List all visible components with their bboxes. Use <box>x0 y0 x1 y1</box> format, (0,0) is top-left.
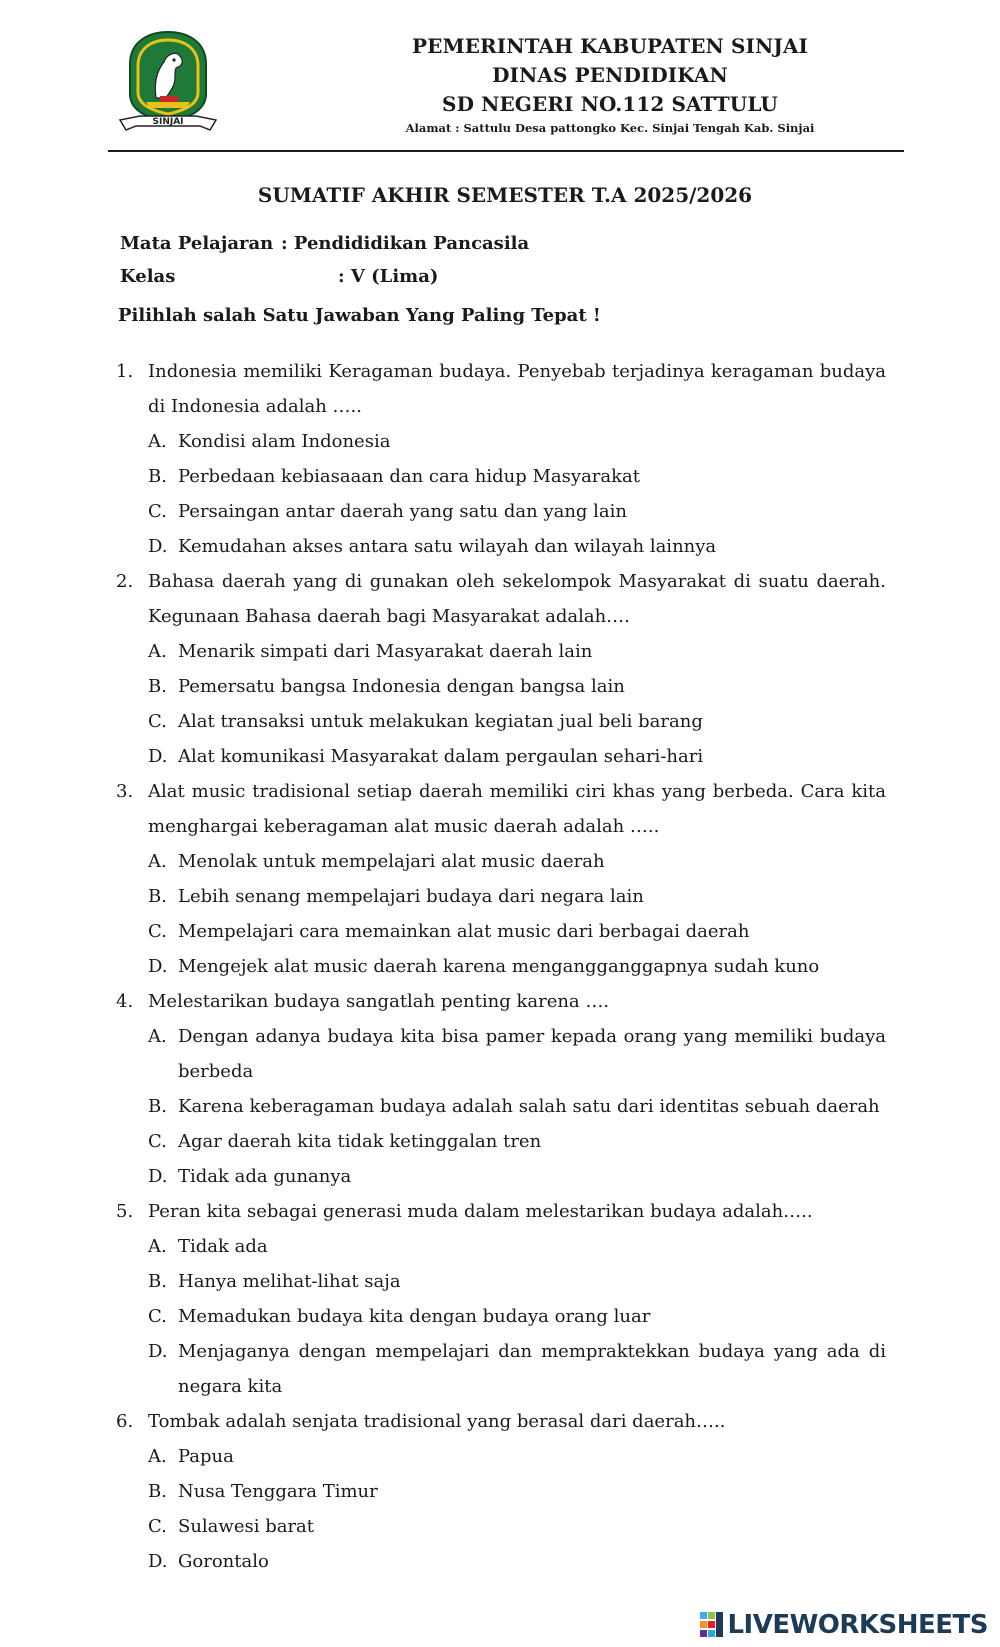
option-text: Agar daerah kita tidak ketinggalan tren <box>178 1131 542 1152</box>
answer-option[interactable] <box>116 424 886 459</box>
option-letter: D. <box>148 1341 168 1362</box>
option-letter: C. <box>148 1306 167 1327</box>
question-3 <box>116 774 886 984</box>
subject-label: Mata Pelajaran <box>120 233 274 254</box>
option-text: Nusa Tenggara Timur <box>178 1481 378 1502</box>
question-text: Melestarikan budaya sangatlah penting karena …. <box>148 991 610 1012</box>
letterhead-divider <box>108 150 904 152</box>
question-6 <box>116 1404 886 1579</box>
option-text: Alat transaksi untuk melakukan kegiatan jual beli barang <box>178 711 703 732</box>
option-letter: C. <box>148 1131 167 1152</box>
option-text: Mempelajari cara memainkan alat music dari berbagai daerah <box>178 921 750 942</box>
option-text: Hanya melihat-lihat saja <box>178 1271 401 1292</box>
option-letter: A. <box>148 1236 167 1257</box>
option-text: Papua <box>178 1446 234 1467</box>
class-value: : V (Lima) <box>338 266 439 287</box>
answer-option[interactable] <box>116 1299 886 1334</box>
option-letter: D. <box>148 536 168 557</box>
option-letter: A. <box>148 1446 167 1467</box>
option-letter: D. <box>148 956 168 977</box>
question-number: 6. <box>116 1411 134 1432</box>
question-row <box>116 1194 886 1229</box>
question-number: 3. <box>116 781 134 802</box>
answer-option[interactable] <box>116 1474 886 1509</box>
option-text: Gorontalo <box>178 1551 269 1572</box>
question-number: 5. <box>116 1201 134 1222</box>
answer-option[interactable] <box>116 844 886 879</box>
question-list <box>116 354 886 1579</box>
option-text: Menarik simpati dari Masyarakat daerah lain <box>178 641 593 662</box>
option-text: Kondisi alam Indonesia <box>178 431 391 452</box>
option-text: Tidak ada gunanya <box>178 1166 352 1187</box>
option-letter: C. <box>148 1516 167 1537</box>
answer-option[interactable] <box>116 1334 886 1404</box>
sinjai-regency-emblem <box>116 28 220 138</box>
option-text: Karena keberagaman budaya adalah salah satu dari identitas sebuah daerah <box>178 1096 880 1117</box>
answer-option[interactable] <box>116 1159 886 1194</box>
option-text: Lebih senang mempelajari budaya dari negara lain <box>178 886 644 907</box>
answer-option[interactable] <box>116 879 886 914</box>
option-letter: A. <box>148 641 167 662</box>
question-text: Tombak adalah senjata tradisional yang berasal dari daerah….. <box>148 1411 726 1432</box>
answer-option[interactable] <box>116 494 886 529</box>
option-letter: B. <box>148 466 167 487</box>
subject-value: : Pendididikan Pancasila <box>281 233 530 254</box>
question-row <box>116 564 886 634</box>
option-text: Pemersatu bangsa Indonesia dengan bangsa lain <box>178 676 625 697</box>
option-letter: C. <box>148 501 167 522</box>
liveworksheets-logo-icon <box>700 1612 724 1638</box>
option-letter: C. <box>148 711 167 732</box>
option-text: Perbedaan kebiasaaan dan cara hidup Masyarakat <box>178 466 641 487</box>
question-1 <box>116 354 886 564</box>
option-text: Alat komunikasi Masyarakat dalam pergaulan sehari-hari <box>178 746 704 767</box>
option-text: Memadukan budaya kita dengan budaya orang luar <box>178 1306 651 1327</box>
answer-option[interactable] <box>116 1439 886 1474</box>
answer-option[interactable] <box>116 1264 886 1299</box>
exam-title: SUMATIF AKHIR SEMESTER T.A 2025/2026 <box>257 183 753 207</box>
class-label: Kelas <box>120 266 176 287</box>
answer-option[interactable] <box>116 949 886 984</box>
option-letter: C. <box>148 921 167 942</box>
question-text: Alat music tradisional setiap daerah memiliki ciri khas yang berbeda. Cara kita menghargai keberagaman alat music daerah adalah ….. <box>148 781 886 837</box>
liveworksheets-watermark <box>700 1610 988 1640</box>
question-text: Peran kita sebagai generasi muda dalam melestarikan budaya adalah….. <box>148 1201 813 1222</box>
answer-option[interactable] <box>116 1229 886 1264</box>
option-letter: B. <box>148 886 167 907</box>
watermark-text: LIVEWORKSHEETS <box>727 1610 988 1640</box>
answer-option[interactable] <box>116 529 886 564</box>
option-letter: D. <box>148 1551 168 1572</box>
option-text: Tidak ada <box>178 1236 268 1257</box>
answer-option[interactable] <box>116 1089 886 1124</box>
answer-option[interactable] <box>116 1124 886 1159</box>
option-text: Mengejek alat music daerah karena mengangganggapnya sudah kuno <box>178 956 820 977</box>
question-2 <box>116 564 886 774</box>
answer-option[interactable] <box>116 1509 886 1544</box>
letterhead-government: PEMERINTAH KABUPATEN SINJAI <box>411 34 809 58</box>
logo-text: SINJAI <box>152 117 184 127</box>
question-number: 1. <box>116 361 134 382</box>
instruction: Pilihlah salah Satu Jawaban Yang Paling Tepat ! <box>118 305 601 326</box>
option-letter: D. <box>148 1166 168 1187</box>
letterhead-school: SD NEGERI NO.112 SATTULU <box>442 92 778 116</box>
option-text: Persaingan antar daerah yang satu dan yang lain <box>178 501 628 522</box>
option-letter: B. <box>148 1271 167 1292</box>
answer-option[interactable] <box>116 669 886 704</box>
option-text: Menolak untuk mempelajari alat music daerah <box>178 851 605 872</box>
option-letter: B. <box>148 1096 167 1117</box>
question-number: 4. <box>116 991 134 1012</box>
letterhead <box>290 32 930 135</box>
question-row <box>116 774 886 844</box>
question-4 <box>116 984 886 1194</box>
option-letter: B. <box>148 676 167 697</box>
answer-option[interactable] <box>116 1019 886 1089</box>
option-letter: A. <box>148 1026 167 1047</box>
option-letter: B. <box>148 1481 167 1502</box>
option-text: Menjaganya dengan mempelajari dan mempraktekkan budaya yang ada di negara kita <box>178 1341 886 1397</box>
question-text: Indonesia memiliki Keragaman budaya. Penyebab terjadinya keragaman budaya di Indonesia adalah ….. <box>148 361 886 417</box>
option-text: Sulawesi barat <box>178 1516 315 1537</box>
question-text: Bahasa daerah yang di gunakan oleh sekelompok Masyarakat di suatu daerah. Kegunaan Bahasa daerah bagi Masyarakat adalah…. <box>148 571 886 627</box>
question-row <box>116 354 886 424</box>
letterhead-address: Alamat : Sattulu Desa pattongko Kec. Sinjai Tengah Kab. Sinjai <box>405 121 815 135</box>
answer-option[interactable] <box>116 704 886 739</box>
question-row <box>116 1404 886 1439</box>
option-letter: A. <box>148 851 167 872</box>
answer-option[interactable] <box>116 914 886 949</box>
question-5 <box>116 1194 886 1404</box>
answer-option[interactable] <box>116 459 886 494</box>
option-text: Dengan adanya budaya kita bisa pamer kepada orang yang memiliki budaya berbeda <box>178 1026 886 1082</box>
option-text: Kemudahan akses antara satu wilayah dan wilayah lainnya <box>178 536 717 557</box>
letterhead-department: DINAS PENDIDIKAN <box>492 63 728 87</box>
answer-option[interactable] <box>116 1544 886 1579</box>
option-letter: A. <box>148 431 167 452</box>
question-number: 2. <box>116 571 134 592</box>
answer-option[interactable] <box>116 634 886 669</box>
answer-option[interactable] <box>116 739 886 774</box>
question-row <box>116 984 886 1019</box>
option-letter: D. <box>148 746 168 767</box>
